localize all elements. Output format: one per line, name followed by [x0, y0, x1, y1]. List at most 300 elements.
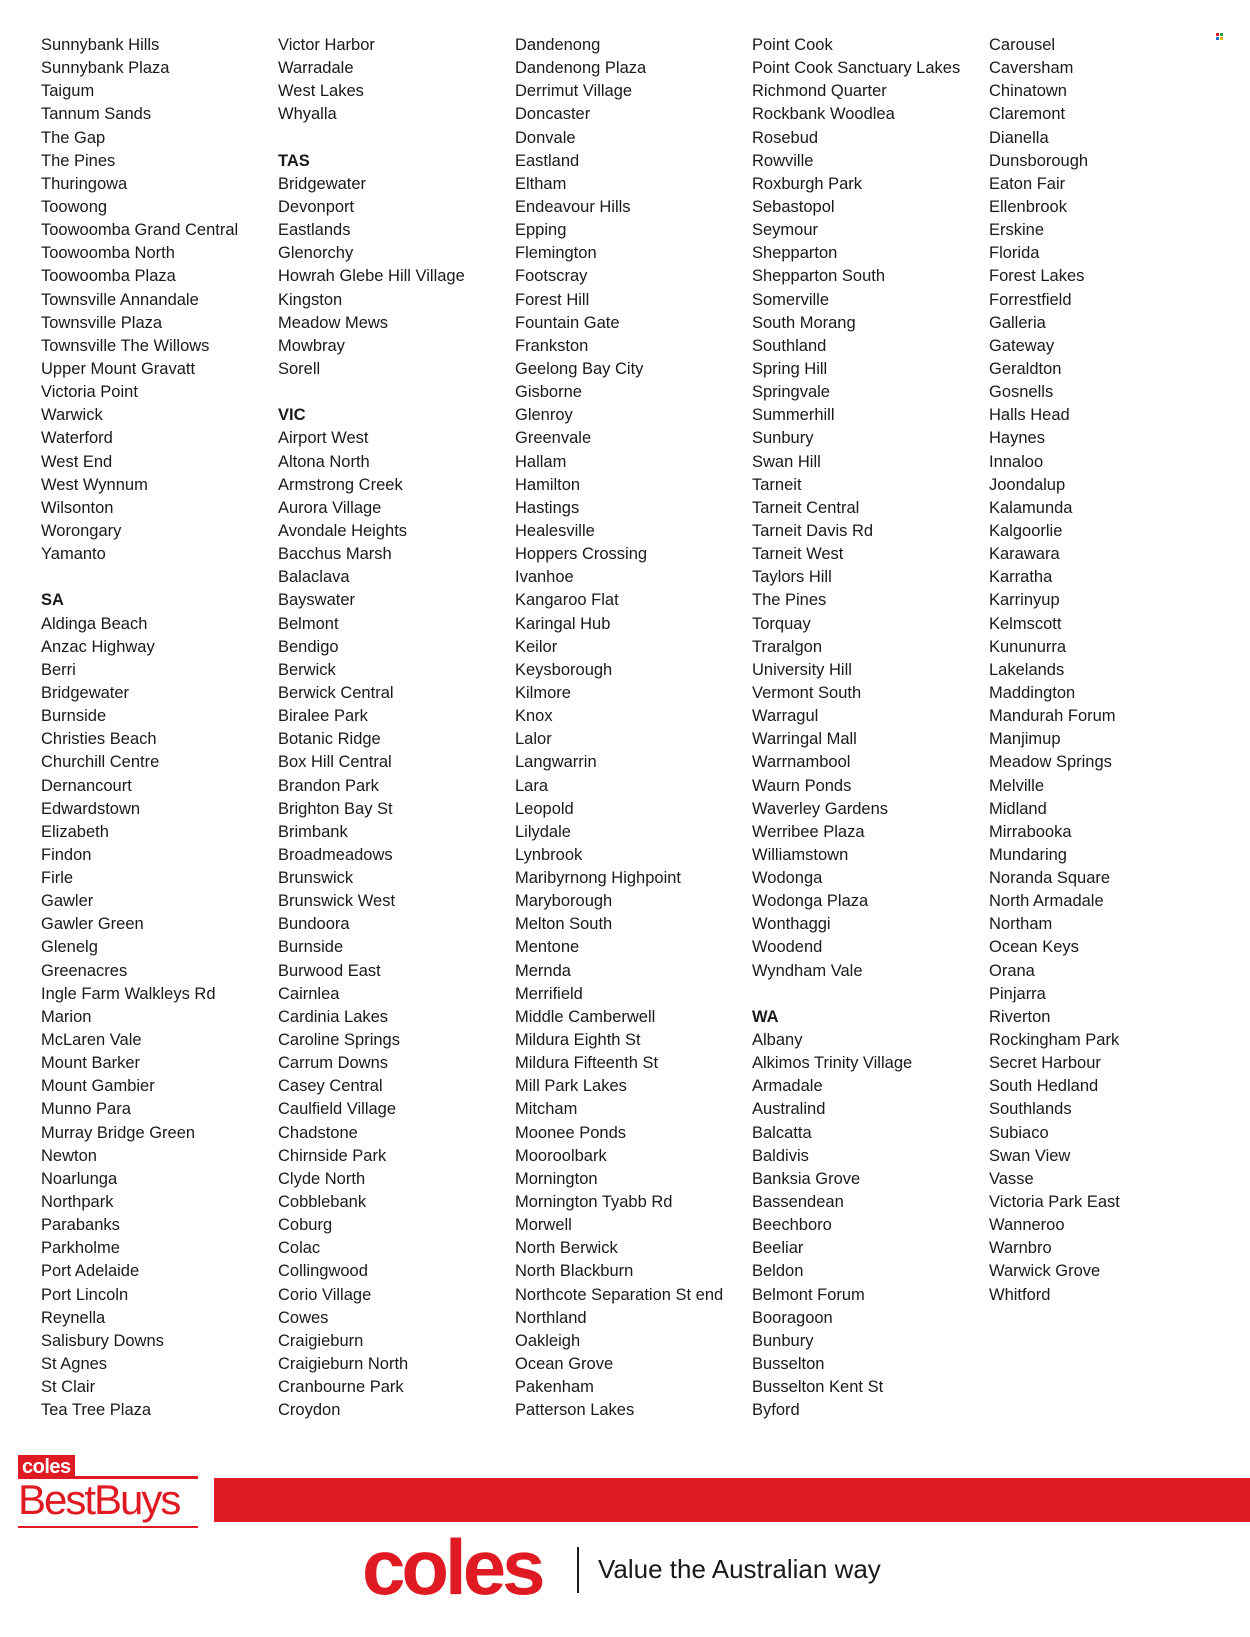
- store-name: Maribyrnong Highpoint: [515, 869, 682, 888]
- store-column-4: [752, 34, 987, 1422]
- store-name: Parabanks: [41, 1216, 120, 1235]
- store-name: Swan View: [989, 1146, 1071, 1165]
- store-name: Joondalup: [989, 475, 1066, 494]
- store-name: Baldivis: [752, 1146, 809, 1165]
- store-name: Innaloo: [989, 452, 1044, 471]
- store-name: Whitford: [989, 1285, 1051, 1304]
- store-name: Derrimut Village: [515, 82, 633, 101]
- store-name: West Wynnum: [41, 475, 148, 494]
- store-name: Waverley Gardens: [752, 799, 889, 818]
- store-name: Avondale Heights: [278, 521, 408, 540]
- store-name: Mundaring: [989, 845, 1067, 864]
- store-name: Wodonga Plaza: [752, 892, 869, 911]
- state-heading: VIC: [278, 406, 306, 425]
- store-name: Sebastopol: [752, 197, 835, 216]
- store-name: Woodend: [752, 938, 823, 957]
- store-name: Edwardstown: [41, 799, 141, 818]
- store-name: Glenelg: [41, 938, 98, 957]
- store-name: Beldon: [752, 1262, 804, 1281]
- store-name: Rockbank Woodlea: [752, 105, 895, 124]
- store-name: Pakenham: [515, 1378, 594, 1397]
- store-name: Sorell: [278, 359, 321, 378]
- store-name: Mount Gambier: [41, 1077, 155, 1096]
- store-name: Cardinia Lakes: [278, 1007, 389, 1026]
- store-name: Casey Central: [278, 1077, 383, 1096]
- store-name: Bassendean: [752, 1193, 844, 1212]
- store-name: Wonthaggi: [752, 915, 831, 934]
- store-name: Botanic Ridge: [278, 730, 381, 749]
- store-name: Claremont: [989, 105, 1066, 124]
- store-name: Bayswater: [278, 591, 356, 610]
- store-name: Chinatown: [989, 82, 1067, 101]
- store-name: Colac: [278, 1239, 321, 1258]
- store-name: Orana: [989, 961, 1035, 980]
- store-name: Greenvale: [515, 429, 592, 448]
- store-name: Tea Tree Plaza: [41, 1401, 152, 1420]
- store-name: Gisborne: [515, 383, 582, 402]
- store-name: Alkimos Trinity Village: [752, 1054, 913, 1073]
- store-name: Northcote Separation St end: [515, 1285, 724, 1304]
- store-name: Upper Mount Gravatt: [41, 359, 196, 378]
- store-name: Karawara: [989, 545, 1060, 564]
- store-name: Cobblebank: [278, 1193, 367, 1212]
- store-name: Munno Para: [41, 1100, 131, 1119]
- store-name: Meadow Mews: [278, 313, 389, 332]
- store-name: Pinjarra: [989, 984, 1046, 1003]
- store-name: Langwarrin: [515, 753, 597, 772]
- store-name: Eastland: [515, 151, 580, 170]
- store-name: Toowoomba Plaza: [41, 267, 176, 286]
- store-name: Haynes: [989, 429, 1045, 448]
- spacer: [752, 983, 987, 1006]
- store-name: The Pines: [752, 591, 827, 610]
- store-name: McLaren Vale: [41, 1031, 142, 1050]
- store-name: Caversham: [989, 59, 1074, 78]
- store-name: Frankston: [515, 336, 589, 355]
- store-name: Taigum: [41, 82, 95, 101]
- store-name: Forest Lakes: [989, 267, 1085, 286]
- store-name: Aurora Village: [278, 498, 382, 517]
- store-name: Gawler Green: [41, 915, 144, 934]
- store-name: Lynbrook: [515, 845, 583, 864]
- red-band: [214, 1478, 1250, 1522]
- store-name: Cowes: [278, 1308, 329, 1327]
- store-name: Bunbury: [752, 1331, 814, 1350]
- store-name: Dandenong Plaza: [515, 59, 647, 78]
- store-name: Tarneit West: [752, 545, 844, 564]
- store-name: Northam: [989, 915, 1053, 934]
- store-name: Berri: [41, 660, 76, 679]
- store-name: Mirrabooka: [989, 822, 1072, 841]
- store-name: Belmont Forum: [752, 1285, 865, 1304]
- store-name: Wanneroo: [989, 1216, 1065, 1235]
- store-name: Eastlands: [278, 221, 351, 240]
- store-name: Moonee Ponds: [515, 1123, 626, 1142]
- store-column-5: [989, 34, 1224, 1307]
- store-name: Secret Harbour: [989, 1054, 1101, 1073]
- store-name: Riverton: [989, 1007, 1051, 1026]
- store-name: Bendigo: [278, 637, 339, 656]
- store-name: Springvale: [752, 383, 830, 402]
- store-name: Eaton Fair: [989, 174, 1066, 193]
- store-name: Victor Harbor: [278, 36, 375, 54]
- store-name: Southland: [752, 336, 827, 355]
- store-name: Dunsborough: [989, 151, 1089, 170]
- store-name: Mernda: [515, 961, 571, 980]
- store-name: Bridgewater: [278, 174, 367, 193]
- store-name: Findon: [41, 845, 92, 864]
- store-column-1: [41, 34, 276, 1422]
- store-name: Yamanto: [41, 545, 106, 564]
- store-name: Melton South: [515, 915, 613, 934]
- store-name: Manjimup: [989, 730, 1061, 749]
- store-name: Sunnybank Hills: [41, 36, 160, 54]
- store-name: Keysborough: [515, 660, 613, 679]
- store-name: Lara: [515, 776, 549, 795]
- store-name: Lilydale: [515, 822, 571, 841]
- store-name: Byford: [752, 1401, 800, 1420]
- store-name: Townsville The Willows: [41, 336, 210, 355]
- store-name: South Morang: [752, 313, 856, 332]
- store-name: Australind: [752, 1100, 826, 1119]
- store-name: Burwood East: [278, 961, 381, 980]
- badge-coles-label: coles: [18, 1455, 75, 1479]
- store-name: Townsville Annandale: [41, 290, 199, 309]
- store-name: Firle: [41, 869, 74, 888]
- store-name: Clyde North: [278, 1169, 366, 1188]
- store-name: The Gap: [41, 128, 106, 147]
- store-name: Knox: [515, 707, 553, 726]
- store-name: Mandurah Forum: [989, 707, 1116, 726]
- store-name: Tannum Sands: [41, 105, 152, 124]
- store-name: Whyalla: [278, 105, 337, 124]
- store-name: Forest Hill: [515, 290, 590, 309]
- store-name: Brighton Bay St: [278, 799, 393, 818]
- store-name: Thuringowa: [41, 174, 128, 193]
- store-name: Vasse: [989, 1169, 1034, 1188]
- store-name: Maryborough: [515, 892, 613, 911]
- store-name: West Lakes: [278, 82, 364, 101]
- store-name: Beechboro: [752, 1216, 832, 1235]
- store-name: Summerhill: [752, 406, 835, 425]
- store-name: Burnside: [41, 707, 107, 726]
- store-name: Berwick Central: [278, 683, 394, 702]
- store-name: Torquay: [752, 614, 811, 633]
- store-name: Warwick Grove: [989, 1262, 1101, 1281]
- store-name: Richmond Quarter: [752, 82, 887, 101]
- store-name: Lalor: [515, 730, 552, 749]
- store-name: Greenacres: [41, 961, 128, 980]
- store-name: Mildura Fifteenth St: [515, 1054, 659, 1073]
- store-name: Hallam: [515, 452, 567, 471]
- store-name: Busselton Kent St: [752, 1378, 884, 1397]
- footer-divider: [577, 1547, 579, 1593]
- store-name: Mill Park Lakes: [515, 1077, 627, 1096]
- store-name: Fountain Gate: [515, 313, 620, 332]
- store-name: Townsville Plaza: [41, 313, 163, 332]
- store-name: Victoria Point: [41, 383, 138, 402]
- store-name: Mornington Tyabb Rd: [515, 1193, 673, 1212]
- store-name: Mowbray: [278, 336, 345, 355]
- store-name: Point Cook Sanctuary Lakes: [752, 59, 961, 78]
- store-name: Karingal Hub: [515, 614, 611, 633]
- store-name: Gateway: [989, 336, 1055, 355]
- store-name: Halls Head: [989, 406, 1070, 425]
- store-name: Erskine: [989, 221, 1045, 240]
- store-name: Ocean Keys: [989, 938, 1079, 957]
- store-name: North Armadale: [989, 892, 1104, 911]
- store-name: Tarneit: [752, 475, 802, 494]
- store-name: Werribee Plaza: [752, 822, 865, 841]
- store-name: Mount Barker: [41, 1054, 141, 1073]
- store-name: Brunswick: [278, 869, 354, 888]
- store-name: Ocean Grove: [515, 1355, 614, 1374]
- store-name: St Clair: [41, 1378, 96, 1397]
- store-name: Geraldton: [989, 359, 1062, 378]
- store-name: Hamilton: [515, 475, 581, 494]
- store-name: Murray Bridge Green: [41, 1123, 196, 1142]
- store-name: Florida: [989, 244, 1040, 263]
- store-name: Karrinyup: [989, 591, 1060, 610]
- store-name: Ellenbrook: [989, 197, 1067, 216]
- store-name: Geelong Bay City: [515, 359, 644, 378]
- store-name: Kalamunda: [989, 498, 1073, 517]
- store-name: Newton: [41, 1146, 97, 1165]
- store-name: Tarneit Central: [752, 498, 860, 517]
- store-name: Sunnybank Plaza: [41, 59, 170, 78]
- store-name: Mooroolbark: [515, 1146, 607, 1165]
- state-heading: SA: [41, 591, 64, 610]
- store-name: St Agnes: [41, 1355, 108, 1374]
- store-name: Belmont: [278, 614, 339, 633]
- store-name: Waterford: [41, 429, 113, 448]
- store-name: Mildura Eighth St: [515, 1031, 641, 1050]
- store-name: Roxburgh Park: [752, 174, 863, 193]
- store-name: Seymour: [752, 221, 819, 240]
- store-name: Armadale: [752, 1077, 823, 1096]
- store-name: Wilsonton: [41, 498, 114, 517]
- store-name: Cairnlea: [278, 984, 340, 1003]
- store-name: Northpark: [41, 1193, 114, 1212]
- store-name: Booragoon: [752, 1308, 833, 1327]
- store-name: Spring Hill: [752, 359, 828, 378]
- store-name: Warwick: [41, 406, 103, 425]
- store-name: Collingwood: [278, 1262, 368, 1281]
- store-name: Brimbank: [278, 822, 348, 841]
- store-name: Noarlunga: [41, 1169, 118, 1188]
- store-name: Merrifield: [515, 984, 583, 1003]
- store-name: Bridgewater: [41, 683, 130, 702]
- store-name: Port Adelaide: [41, 1262, 140, 1281]
- store-name: Donvale: [515, 128, 576, 147]
- store-name: Toowoomba North: [41, 244, 175, 263]
- spacer: [278, 381, 513, 404]
- store-name: Marion: [41, 1007, 92, 1026]
- store-name: Morwell: [515, 1216, 572, 1235]
- badge-best-buys-label: BestBuys: [18, 1476, 180, 1523]
- store-name: Midland: [989, 799, 1047, 818]
- store-name: Kununurra: [989, 637, 1067, 656]
- store-name: Endeavour Hills: [515, 197, 631, 216]
- store-name: Wodonga: [752, 869, 823, 888]
- store-name: Mentone: [515, 938, 580, 957]
- store-name: Caroline Springs: [278, 1031, 400, 1050]
- store-name: Swan Hill: [752, 452, 821, 471]
- state-heading: TAS: [278, 151, 310, 170]
- store-name: Warrnambool: [752, 753, 851, 772]
- store-name: Forrestfield: [989, 290, 1072, 309]
- store-name: Shepparton South: [752, 267, 886, 286]
- store-name: Craigieburn: [278, 1331, 364, 1350]
- store-name: Craigieburn North: [278, 1355, 409, 1374]
- store-column-2: [278, 34, 513, 1422]
- store-name: Broadmeadows: [278, 845, 393, 864]
- store-name: South Hedland: [989, 1077, 1099, 1096]
- store-name: West End: [41, 452, 113, 471]
- store-name: Bundoora: [278, 915, 350, 934]
- store-name: Caulfield Village: [278, 1100, 397, 1119]
- coles-best-buys-badge: [18, 1455, 203, 1530]
- store-name: Elizabeth: [41, 822, 109, 841]
- store-name: Carousel: [989, 36, 1056, 54]
- store-name: Sunbury: [752, 429, 814, 448]
- store-name: Worongary: [41, 521, 122, 540]
- store-name: Southlands: [989, 1100, 1072, 1119]
- store-name: Melville: [989, 776, 1045, 795]
- store-name: Karratha: [989, 568, 1053, 587]
- store-name: Footscray: [515, 267, 588, 286]
- store-list: [0, 34, 1250, 1434]
- store-name: Reynella: [41, 1308, 106, 1327]
- store-name: Galleria: [989, 313, 1046, 332]
- store-name: Waurn Ponds: [752, 776, 852, 795]
- store-name: Altona North: [278, 452, 370, 471]
- store-name: Burnside: [278, 938, 344, 957]
- store-name: Chirnside Park: [278, 1146, 387, 1165]
- store-name: Croydon: [278, 1401, 341, 1420]
- store-name: Tarneit Davis Rd: [752, 521, 874, 540]
- store-name: Kangaroo Flat: [515, 591, 619, 610]
- store-name: Gosnells: [989, 383, 1054, 402]
- store-name: Kelmscott: [989, 614, 1062, 633]
- store-name: Brandon Park: [278, 776, 379, 795]
- store-name: Meadow Springs: [989, 753, 1112, 772]
- store-name: Churchill Centre: [41, 753, 160, 772]
- store-name: Warragul: [752, 707, 819, 726]
- store-name: Anzac Highway: [41, 637, 155, 656]
- store-name: Epping: [515, 221, 567, 240]
- store-name: Kingston: [278, 290, 343, 309]
- store-name: Biralee Park: [278, 707, 368, 726]
- store-name: Noranda Square: [989, 869, 1111, 888]
- store-name: Lakelands: [989, 660, 1065, 679]
- store-column-3: [515, 34, 750, 1422]
- store-name: Ivanhoe: [515, 568, 574, 587]
- state-heading: WA: [752, 1007, 779, 1026]
- store-name: Ingle Farm Walkleys Rd: [41, 984, 216, 1003]
- store-name: Banksia Grove: [752, 1169, 861, 1188]
- store-name: Vermont South: [752, 683, 862, 702]
- store-name: Warnbro: [989, 1239, 1052, 1258]
- store-name: Hoppers Crossing: [515, 545, 648, 564]
- store-name: Kalgoorlie: [989, 521, 1063, 540]
- store-name: Mitcham: [515, 1100, 578, 1119]
- spacer: [41, 566, 276, 589]
- store-name: Taylors Hill: [752, 568, 832, 587]
- store-name: Corio Village: [278, 1285, 372, 1304]
- store-name: Armstrong Creek: [278, 475, 403, 494]
- store-name: Glenroy: [515, 406, 573, 425]
- store-name: Northland: [515, 1308, 587, 1327]
- footer-tagline: Value the Australian way: [598, 1554, 881, 1584]
- store-name: Chadstone: [278, 1123, 358, 1142]
- store-name: Oakleigh: [515, 1331, 581, 1350]
- store-name: Cranbourne Park: [278, 1378, 404, 1397]
- store-name: Leopold: [515, 799, 574, 818]
- store-name: North Berwick: [515, 1239, 618, 1258]
- store-name: Williamstown: [752, 845, 849, 864]
- store-name: Subiaco: [989, 1123, 1049, 1142]
- store-name: Hastings: [515, 498, 580, 517]
- store-name: Salisbury Downs: [41, 1331, 164, 1350]
- store-name: Christies Beach: [41, 730, 157, 749]
- store-name: Bacchus Marsh: [278, 545, 392, 564]
- store-name: Dianella: [989, 128, 1049, 147]
- store-name: Middle Camberwell: [515, 1007, 656, 1026]
- store-name: Carrum Downs: [278, 1054, 389, 1073]
- store-name: Balcatta: [752, 1123, 812, 1142]
- store-name: Aldinga Beach: [41, 614, 148, 633]
- store-name: Rowville: [752, 151, 814, 170]
- store-name: Rockingham Park: [989, 1031, 1120, 1050]
- store-name: Point Cook: [752, 36, 833, 54]
- store-name: Victoria Park East: [989, 1193, 1120, 1212]
- store-name: Healesville: [515, 521, 595, 540]
- store-name: Traralgon: [752, 637, 823, 656]
- store-name: Eltham: [515, 174, 567, 193]
- store-name: Albany: [752, 1031, 803, 1050]
- store-name: Shepparton: [752, 244, 838, 263]
- store-name: Toowoomba Grand Central: [41, 221, 239, 240]
- store-name: University Hill: [752, 660, 852, 679]
- store-name: Beeliar: [752, 1239, 804, 1258]
- store-name: Mornington: [515, 1169, 598, 1188]
- store-name: Port Lincoln: [41, 1285, 129, 1304]
- store-name: Warradale: [278, 59, 354, 78]
- store-name: North Blackburn: [515, 1262, 634, 1281]
- store-name: Maddington: [989, 683, 1076, 702]
- store-name: Gawler: [41, 892, 94, 911]
- store-name: Devonport: [278, 197, 355, 216]
- store-name: Glenorchy: [278, 244, 354, 263]
- store-name: Coburg: [278, 1216, 333, 1235]
- store-name: Howrah Glebe Hill Village: [278, 267, 465, 286]
- store-name: Wyndham Vale: [752, 961, 863, 980]
- store-name: Kilmore: [515, 683, 571, 702]
- store-name: Toowong: [41, 197, 108, 216]
- store-name: Busselton: [752, 1355, 825, 1374]
- store-name: Parkholme: [41, 1239, 120, 1258]
- coles-logo: coles: [362, 1523, 542, 1611]
- store-name: Balaclava: [278, 568, 350, 587]
- store-name: Flemington: [515, 244, 597, 263]
- store-name: Brunswick West: [278, 892, 396, 911]
- store-name: The Pines: [41, 151, 116, 170]
- spacer: [278, 127, 513, 150]
- store-name: Rosebud: [752, 128, 819, 147]
- store-name: Warringal Mall: [752, 730, 857, 749]
- store-name: Somerville: [752, 290, 830, 309]
